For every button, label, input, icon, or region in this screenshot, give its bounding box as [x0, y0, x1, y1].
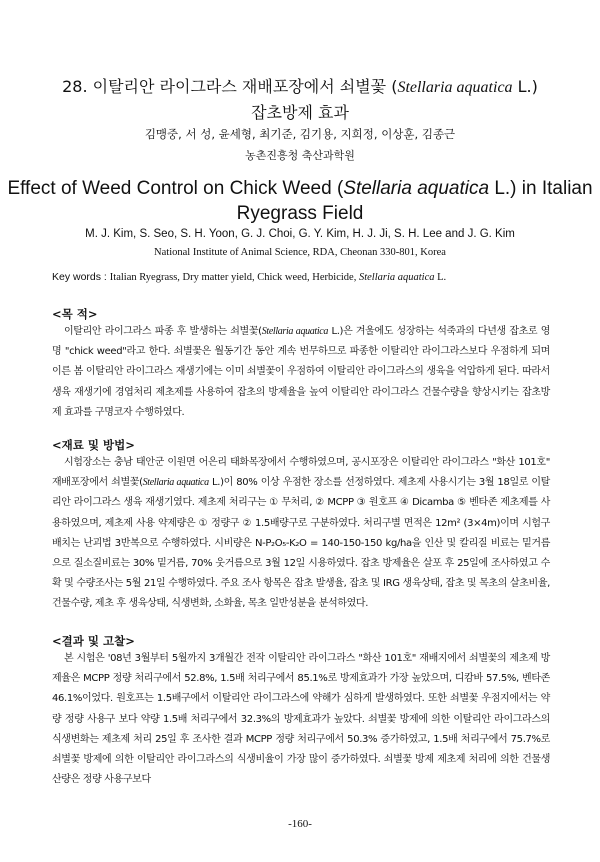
korean-authors: 김맹중, 서 성, 윤세형, 최기준, 김기용, 지희정, 이상훈, 김종근	[144, 127, 456, 141]
korean-title-line-2: 잡초방제 효과	[251, 103, 349, 122]
english-institution: National Institute of Animal Science, RDA, Cheonan 330-801, Korea	[154, 247, 446, 258]
keywords-label: Key words :	[52, 271, 110, 283]
english-title-line-1: Effect of Weed Control on Chick Weed (Stellaria aquatica L.) in Italian	[7, 178, 593, 199]
english-title-scientific-name: Stellaria aquatica	[343, 178, 490, 199]
page-number: -160-	[288, 818, 312, 830]
korean-title-line-1: 28. 이탈리안 라이그라스 재배포장에서 쇠별꽃 (Stellaria aquatica L.)	[62, 77, 538, 96]
korean-institution: 농촌진흥청 축산과학원	[245, 149, 355, 162]
section-heading-results: <결과 및 고찰>	[52, 634, 135, 648]
english-authors: M. J. Kim, S. Seo, S. H. Yoon, G. J. Choi, G. Y. Kim, H. J. Ji, S. H. Lee and J. G. Kim	[85, 228, 515, 240]
results-paragraph: 본 시험은 '08년 3월부터 5월까지 3개월간 전작 이탈리안 라이그라스 "화산 101호" 재배지에서 쇠별꽃의 제초제 방제율은 MCPP 정량 처리구에서 52.8%, 1.5배 처리구에서 85.1%로 방제효과가 가장 높았으며, 디캄바 57.5%, 벤타존 46.1%이었다. 원호프는 1.5배구에서 이탈리안 라이그라스에 약해가 심하게 발생하였다. 또한 쇠별꽃 우점지에서는 약량 정량 사용구 보다 약량 1.5배 처리구에서 32.3%의 방제효과가 높았다. 쇠별꽃 방제에 의한 이탈리안 라이그라스의 식생변화는 제초제 처리 25일 후 조사한 결과 MCPP 정량 처리구에서 50.3% 증가하였고, 1.5배 처리구에서 75.7%로 쇠별꽃 방제에 의한 이탈리안 라이그라스의 식생비율이 가장 많이 증가하였다. 쇠별꽃 방제 제초제 처리에 의한 건물생산량은 정량 사용구보다	[52, 653, 550, 786]
english-title-line-2: Ryegrass Field	[236, 203, 364, 224]
korean-title-scientific-name: Stellaria aquatica	[397, 79, 513, 96]
section-heading-methods: <재료 및 방법>	[52, 438, 135, 452]
methods-paragraph: 시험장소는 충남 태안군 이원면 어은리 태화목장에서 수행하였으며, 공시포장은 이탈리안 라이그라스 "화산 101호" 재배포장에서 쇠별꽃(Stellaria aquatica L.)이 80% 이상 우점한 장소를 선정하였다. 제초제 사용시기는 3월 18일로 이탈리안 라이그라스 생육 재생기였다. 제초제 처리구는 ① 무처리, ② MCPP ③ 원호프 ④ Dicamba ⑤ 벤타존 제초제를 사용하였으며, 제초제 사용 약제량은 ① 정량구 ② 1.5배량구로 구분하였다. 처리구별 면적은 12m² (3×4m)이며 시험구배치는 난괴법 3반복으로 수행하였다. 시비량은 N-P₂O₅-K₂O = 140-150-150 kg/ha을 인산 및 칼리질 비료는 밑거름으로 질소질비료는 30% 밑거름, 70% 웃거름으로 3월 12일 시용하였다. 잡초 방제율은 살포 후 25일에 조사하였고 수확 및 수량조사는 5월 21일 수행하였다. 주요 조사 항목은 잡초 발생율, 잡초 및 IRG 생육상태, 잡초 및 목초의 살초비율, 건물수량, 제초 후 생육상태, 식생변화, 소화율, 목초 일반성분을 분석하였다.	[52, 457, 550, 610]
objective-paragraph: 이탈리안 라이그라스 파종 후 발생하는 쇠별꽃(Stellaria aquatica L.)은 겨울에도 성장하는 석죽과의 다년생 잡초로 영명 "chick weed"라고 한다. 쇠별꽃은 월동기간 동안 계속 번무하므로 파종한 이탈리안 라이그라스보다 우점하게 되며 이른 봄 이탈리안 라이그라스 재생기에는 이미 쇠별꽃이 우점하여 이탈리안 라이그라스의 생육을 억압하게 된다. 따라서 생육 재생기에 경엽처리 제초제를 사용하여 잡초의 방제율을 높여 이탈리안 라이그라스 건물수량을 향상시키는 잡초방제 효과를 구명코자 수행하였다.	[52, 326, 551, 418]
keywords: Key words : Italian Ryegrass, Dry matter yield, Chick weed, Herbicide, Stellaria aquatica L.	[52, 271, 447, 283]
section-heading-objective: <목 적>	[52, 307, 98, 321]
